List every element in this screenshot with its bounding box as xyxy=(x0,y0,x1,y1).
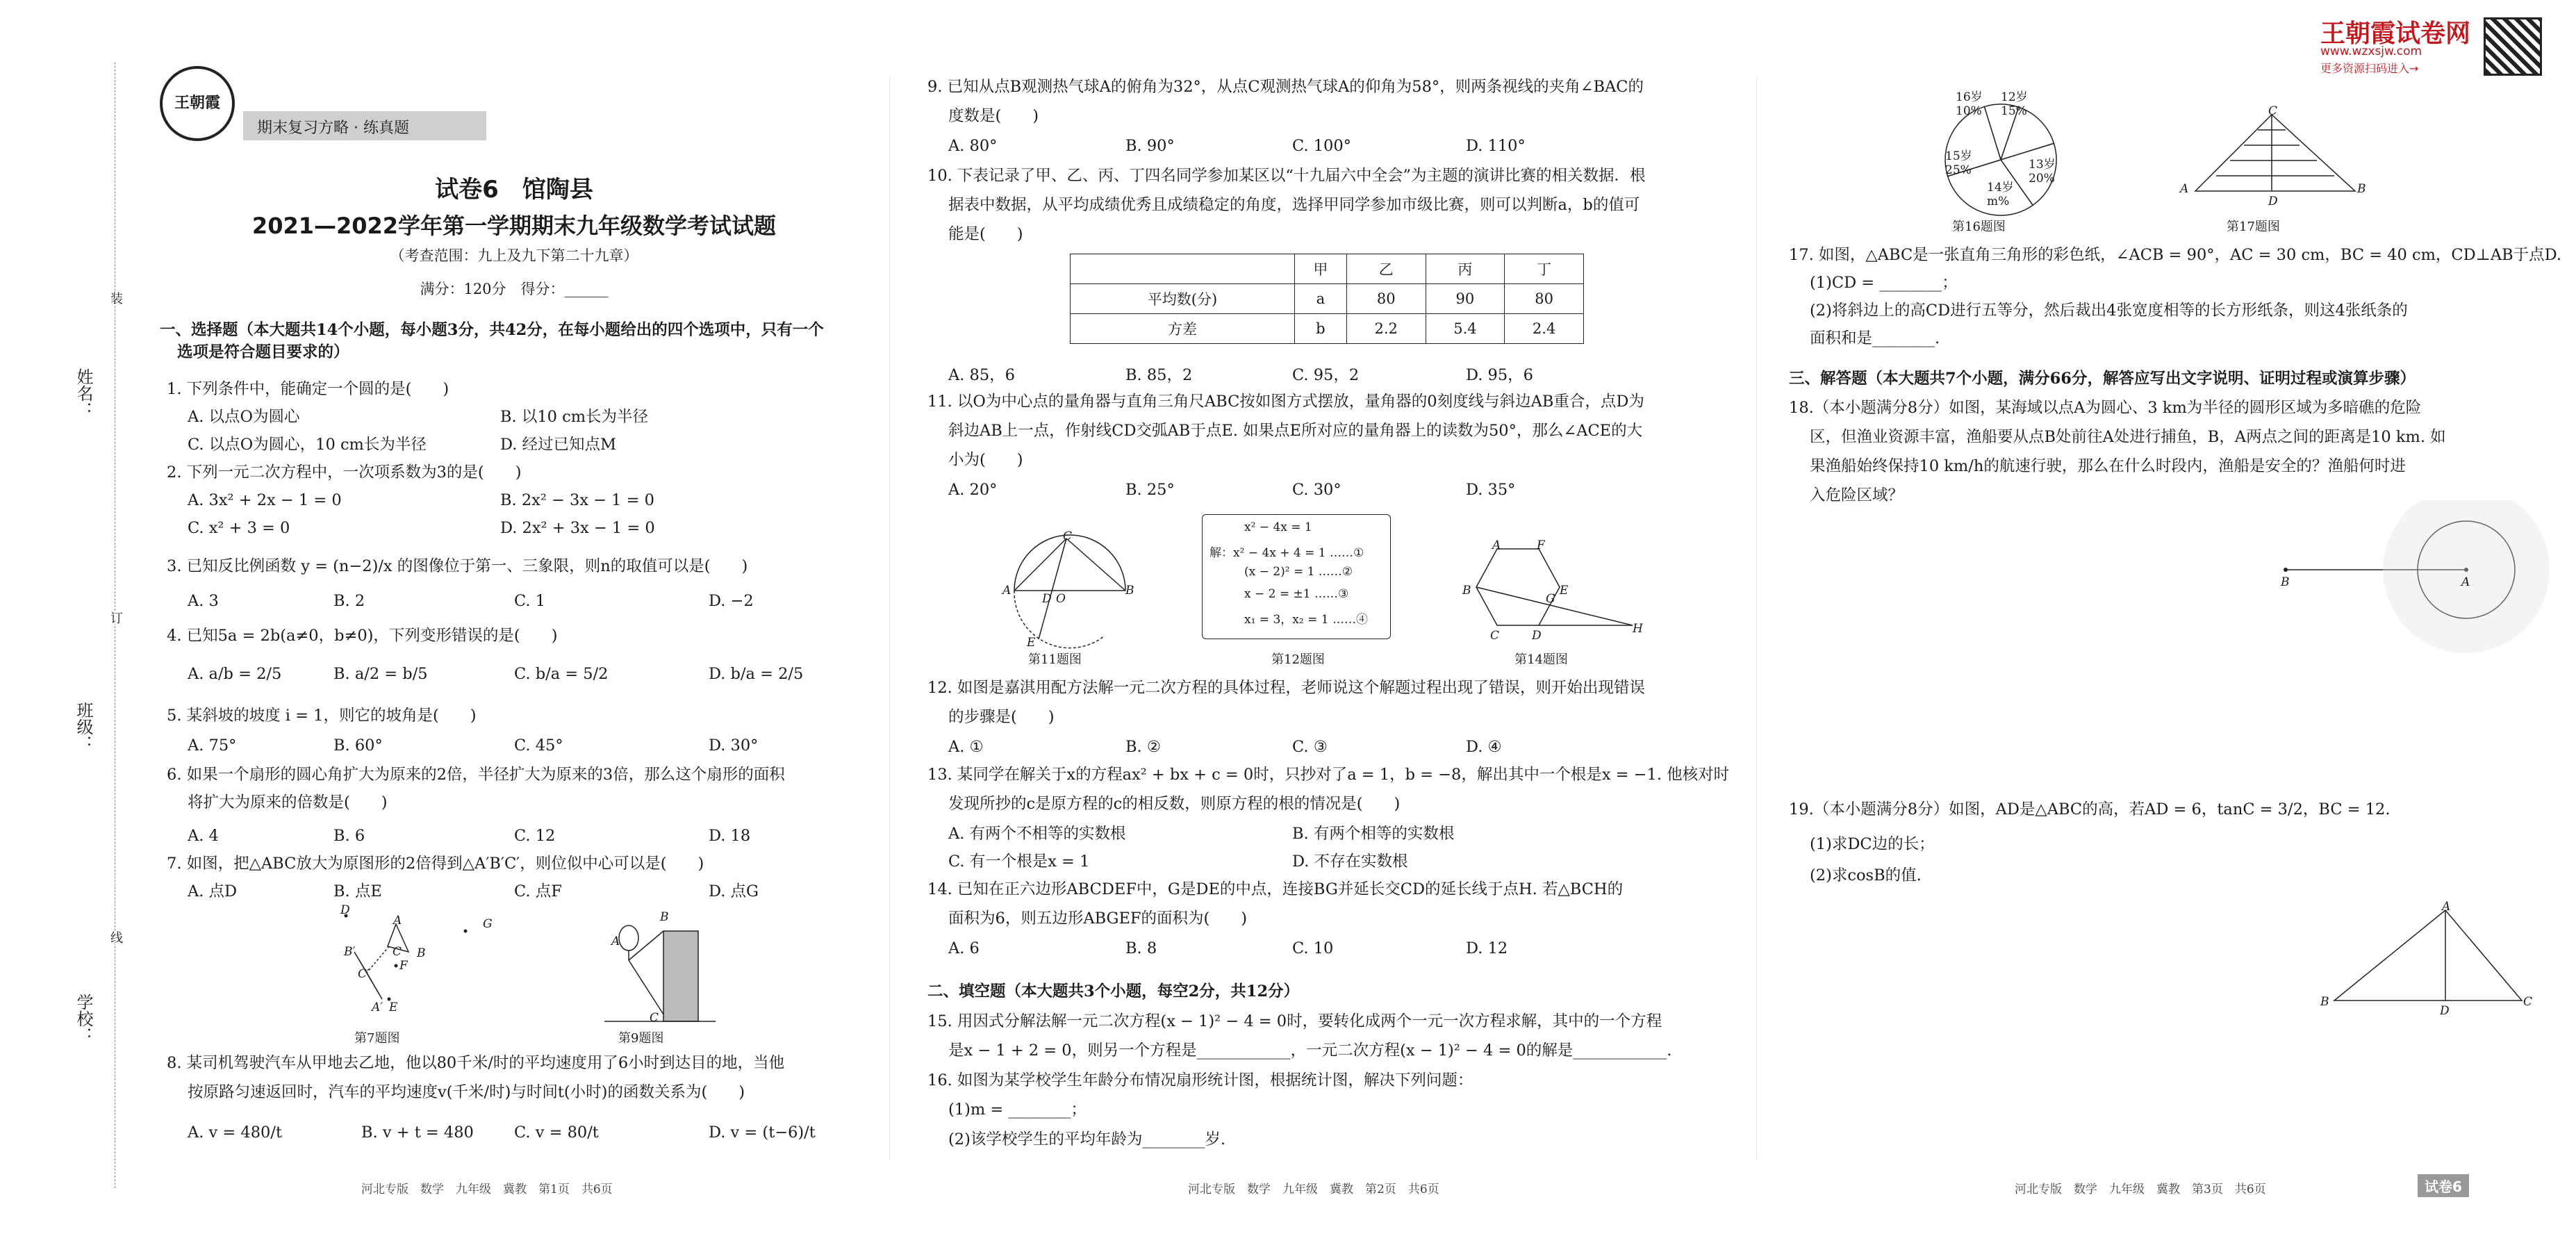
text-line: (2)将斜边上的高CD进行五等分，然后裁出4张宽度相等的长方形纸条，则这4张纸条的 xyxy=(1810,302,2408,320)
table-cell: 90 xyxy=(1426,284,1505,314)
figure-point-label: D xyxy=(1042,592,1052,606)
text-line: 能是( ) xyxy=(948,225,1023,243)
bind-mark: 订 xyxy=(106,611,124,624)
text-line: D. 30° xyxy=(709,736,759,755)
text-line: B. 有两个相等的实数根 xyxy=(1292,825,1455,843)
text-line: D. ④ xyxy=(1466,738,1502,756)
figure-point-label: O xyxy=(1056,592,1066,606)
figure-point-label: C xyxy=(650,1011,659,1025)
figure-caption: 第12题图 xyxy=(1271,652,1325,667)
text-line: 是x − 1 + 2 = 0，则另一个方程是____________，一元二次方程(x − 1)² − 4 = 0的解是____________. xyxy=(948,1042,1672,1060)
figure-point-label: D xyxy=(2440,1004,2450,1018)
question: 10. 下表记录了甲、乙、丙、丁四名同学参加某区以“十九届六中全会”为主题的演讲比赛的相关数据．根 xyxy=(927,167,1646,185)
figure-point-label: C xyxy=(1063,529,1073,543)
bind-mark: 装 xyxy=(106,292,124,304)
text-line: D. 110° xyxy=(1466,137,1526,155)
table-header: 乙 xyxy=(1346,254,1426,284)
score: 满分：120分 得分：______ xyxy=(420,281,609,297)
column-divider xyxy=(889,76,890,1160)
table-header: 丙 xyxy=(1426,254,1505,284)
figure-point-label: D xyxy=(2268,195,2278,208)
subtitle: 2021—2022学年第一学期期末九年级数学考试试题 xyxy=(251,213,777,239)
figure-19 xyxy=(2327,903,2529,1007)
text-line: A. 6 xyxy=(948,939,980,957)
name-label: 姓名： xyxy=(74,368,93,418)
question: 1. 下列条件中，能确定一个圆的是( ) xyxy=(167,380,449,398)
figure-point-label: B xyxy=(2281,575,2290,589)
text-line: A. 85，6 xyxy=(948,366,1015,384)
figure-point-label: G xyxy=(1546,592,1555,606)
figure-caption: 第11题图 xyxy=(1028,652,1082,667)
pie-label: 13岁 20% xyxy=(2029,158,2056,186)
table-header: 丁 xyxy=(1505,254,1584,284)
table-cell: 方差 xyxy=(1071,314,1295,344)
pie-label: 12岁 15% xyxy=(2001,90,2028,118)
text-line: 将扩大为原来的倍数是( ) xyxy=(188,793,388,812)
text-line: A. 75° xyxy=(188,736,237,755)
text-line: A. v = 480/t xyxy=(188,1123,282,1142)
figure-point-label: D xyxy=(1532,629,1542,643)
text-line: D. 经过已知点M xyxy=(500,436,617,454)
text-line: (1)求DC边的长； xyxy=(1810,835,1935,853)
text-line: A. 有两个不相等的实数根 xyxy=(948,825,1126,843)
figure-point-label: A xyxy=(2180,182,2189,196)
question: 13. 某同学在解关于x的方程ax² + bx + c = 0时，只抄对了a = 1，b = −8，解出其中一个根是x = −1. 他核对时 xyxy=(927,766,1730,784)
text-line: C. 12 xyxy=(514,827,556,845)
question: 16. 如图为某学校学生年龄分布情况扇形统计图，根据统计图，解决下列问题： xyxy=(927,1071,1473,1089)
figure-point-label: C xyxy=(2523,995,2533,1009)
text-line: D. 不存在实数根 xyxy=(1292,853,1408,871)
figure-17 xyxy=(2188,104,2362,201)
text-line: B. 60° xyxy=(333,736,383,755)
pie-label: 15岁 25% xyxy=(1945,149,1972,177)
figure-point-label: C′ xyxy=(358,967,370,981)
pie-label: 14岁 m% xyxy=(1987,181,2014,208)
text-line: (2)求cosB的值. xyxy=(1810,866,1922,884)
text-line: C. 1 xyxy=(514,592,546,610)
school-label: 学校： xyxy=(74,994,93,1044)
figure-7 xyxy=(292,903,479,1021)
question: 18.（本小题满分8分）如图，某海域以点A为圆心、3 km为半径的圆形区域为多暗礁的危险 xyxy=(1789,399,2422,417)
text-line: 度数是( ) xyxy=(948,107,1039,125)
question: 11. 以O为中心点的量角器与直角三角尺ABC按如图方式摆放，量角器的0刻度线与斜边AB重合，点D为 xyxy=(927,393,1644,411)
text-line: A. ① xyxy=(948,738,984,756)
figure-point-label: B xyxy=(1125,584,1134,598)
brand-url: www.wzxsjw.com xyxy=(2320,44,2422,58)
figure-14 xyxy=(1466,538,1646,643)
text-line: B. 点E xyxy=(333,882,382,900)
figure-point-label: B xyxy=(417,946,426,960)
question: 6. 如果一个扇形的圆心角扩大为原来的2倍，半径扩大为原来的3倍，那么这个扇形的面积 xyxy=(167,766,785,784)
figure-point-label: C xyxy=(2268,104,2278,118)
text-line: 按原路匀速返回时，汽车的平均速度v(千米/时)与时间t(小时)的函数关系为( ) xyxy=(188,1083,745,1101)
text-line: C. 有一个根是x = 1 xyxy=(948,853,1090,871)
question: 3. 已知反比例函数 y = (n−2)/x 的图像位于第一、三象限，则n的取值可以是( ) xyxy=(167,557,748,575)
table-cell: b xyxy=(1294,314,1346,344)
banner-text: 期末复习方略 · 练真题 xyxy=(257,120,409,137)
text-line: D. −2 xyxy=(709,592,754,610)
text-line: C. 点F xyxy=(514,882,562,900)
text-line: 入危险区域？ xyxy=(1810,486,1904,504)
figure-9 xyxy=(604,910,716,1028)
text-line: (2)该学校学生的平均年龄为________岁. xyxy=(948,1130,1226,1149)
figure-point-label: A′ xyxy=(372,1001,383,1014)
text-line: D. 18 xyxy=(709,827,751,845)
text-line: C. 30° xyxy=(1292,481,1341,499)
bind-mark: 线 xyxy=(106,931,124,944)
logo xyxy=(160,66,235,141)
question: 9. 已知从点B观测热气球A的俯角为32°，从点C观测热气球A的仰角为58°，则两条视线的夹角∠BAC的 xyxy=(927,78,1644,96)
figure-point-label: B′ xyxy=(344,945,356,959)
fig12-line: x² − 4x = 1 xyxy=(1244,520,1312,534)
figure-caption: 第14题图 xyxy=(1514,652,1568,667)
text-line: B. v + t = 480 xyxy=(361,1123,474,1142)
text-line: C. 100° xyxy=(1292,137,1351,155)
figure-caption: 第16题图 xyxy=(1952,220,2006,234)
text-line: C. 10 xyxy=(1292,939,1334,957)
text-line: B. 85，2 xyxy=(1125,366,1193,384)
scope: （考查范围：九上及九下第二十九章） xyxy=(390,247,638,264)
figure-point-label: E xyxy=(1027,636,1036,650)
text-line: B. ② xyxy=(1125,738,1162,756)
table-cell: 2.4 xyxy=(1505,314,1584,344)
text-line: B. 2 xyxy=(333,592,365,610)
text-line: B. 2x² − 3x − 1 = 0 xyxy=(500,491,654,509)
figure-point-label: C xyxy=(393,945,402,959)
figure-point-label: B xyxy=(2357,182,2366,196)
table-cell: 5.4 xyxy=(1426,314,1505,344)
question: 12. 如图是嘉淇用配方法解一元二次方程的具体过程，老师说这个解题过程出现了错误，则开始出现错误 xyxy=(927,679,1645,697)
figure-caption: 第9题图 xyxy=(618,1031,664,1046)
footer-page-2: 河北专版 数学 九年级 冀教 第2页 共6页 xyxy=(1188,1183,1439,1196)
text-line: C. 以点O为圆心，10 cm长为半径 xyxy=(188,436,427,454)
column-divider xyxy=(1756,76,1757,1160)
text-line: C. b/a = 5/2 xyxy=(514,665,609,683)
figure-point-label: A xyxy=(393,914,402,928)
brand: 王朝霞试卷网 xyxy=(2320,19,2471,48)
text-line: A. 以点O为圆心 xyxy=(188,408,300,426)
figure-point-label: F xyxy=(399,959,408,973)
text-line: B. 25° xyxy=(1125,481,1175,499)
figure-point-label: A xyxy=(2442,900,2451,914)
exam-title: 试卷6 馆陶县 xyxy=(435,176,593,204)
banner xyxy=(243,111,486,140)
text-line: 斜边AB上一点，作射线CD交弧AB于点E. 如果点E所对应的量角器上的读数为50°，那么∠ACE的大 xyxy=(948,422,1643,440)
q10-table xyxy=(1070,254,1584,344)
text-line: B. 90° xyxy=(1125,137,1175,155)
class-label: 班级： xyxy=(74,702,93,752)
logo-text: 王朝霞 xyxy=(174,94,220,112)
text-line: (1)CD = ________； xyxy=(1810,274,1958,292)
table-cell: 80 xyxy=(1346,284,1426,314)
figure-point-label: E xyxy=(389,1001,398,1014)
text-line: D. 95，6 xyxy=(1466,366,1533,384)
text-line: D. 点G xyxy=(709,882,759,900)
text-line: 区，但渔业资源丰富，渔船要从点B处前往A处进行捕鱼，B，A两点之间的距离是10 km. 如 xyxy=(1810,428,2446,446)
pie-label: 16岁 10% xyxy=(1956,90,1983,118)
figure-11 xyxy=(1000,525,1139,657)
figure-point-label: A xyxy=(1002,584,1012,598)
text-line: D. 2x² + 3x − 1 = 0 xyxy=(500,519,655,537)
question: 7. 如图，把△ABC放大为原图形的2倍得到△A′B′C′，则位似中心可以是( ) xyxy=(167,855,704,873)
text-line: 小为( ) xyxy=(948,451,1023,469)
fig12-line: x₁ = 3，x₂ = 1 ……④ xyxy=(1244,613,1368,627)
figure-point-label: B xyxy=(2320,995,2329,1009)
figure-point-label: E xyxy=(1560,584,1569,598)
text-line: 果渔船始终保持10 km/h的航速行驶，那么在什么时段内，渔船是安全的？渔船何时进 xyxy=(1810,457,2406,475)
footer-page-1: 河北专版 数学 九年级 冀教 第1页 共6页 xyxy=(361,1183,613,1196)
text-line: D. 12 xyxy=(1466,939,1508,957)
table-header: 甲 xyxy=(1294,254,1346,284)
figure-point-label: H xyxy=(1633,622,1643,636)
table-header xyxy=(1071,254,1295,284)
figure-point-label: A xyxy=(2461,575,2470,589)
text-line: D. b/a = 2/5 xyxy=(709,665,804,683)
text-line: 面积为6，则五边形ABGEF的面积为( ) xyxy=(948,909,1248,928)
text-line: A. 4 xyxy=(188,827,219,845)
figure-12 xyxy=(1202,514,1391,639)
question: 15. 用因式分解法解一元二次方程(x − 1)² − 4 = 0时，要转化成两个一元一次方程求解，其中的一个方程 xyxy=(927,1012,1662,1030)
text-line: A. 3x² + 2x − 1 = 0 xyxy=(188,491,342,509)
figure-point-label: G xyxy=(483,917,493,931)
question: 14. 已知在正六边形ABCDEF中，G是DE的中点，连接BG并延长交CD的延长线于点H. 若△BCH的 xyxy=(927,880,1624,898)
figure-point-label: D xyxy=(340,903,350,917)
section-heading: 三、解答题（本大题共7个小题，满分66分，解答应写出文字说明、证明过程或演算步骤） xyxy=(1789,370,2416,388)
text-line: A. 80° xyxy=(948,137,998,155)
text-line: C. ③ xyxy=(1292,738,1328,756)
footer-page-3: 河北专版 数学 九年级 冀教 第3页 共6页 xyxy=(2015,1183,2266,1196)
text-line: C. x² + 3 = 0 xyxy=(188,519,290,537)
text-line: 据表中数据，从平均成绩优秀且成绩稳定的角度，选择甲同学参加市级比赛，则可以判断a，b的值可 xyxy=(948,196,1640,214)
fig12-line: 解：x² − 4x + 4 = 1 ……① xyxy=(1209,546,1364,560)
fig12-line: (x − 2)² = 1 ……② xyxy=(1244,565,1353,579)
text-line: B. 8 xyxy=(1125,939,1157,957)
text-line: C. 95，2 xyxy=(1292,366,1360,384)
figure-caption: 第17题图 xyxy=(2227,220,2280,234)
question: 5. 某斜坡的坡度 i = 1，则它的坡角是( ) xyxy=(167,707,477,725)
table-cell: 2.2 xyxy=(1346,314,1426,344)
figure-point-label: F xyxy=(1537,538,1545,552)
question: 2. 下列一元二次方程中，一次项系数为3的是( ) xyxy=(167,463,522,481)
text-line: D. v = (t−6)/t xyxy=(709,1123,816,1142)
brand-note: 更多资源扫码进入→ xyxy=(2320,62,2419,75)
text-line: B. 6 xyxy=(333,827,365,845)
table-cell: a xyxy=(1294,284,1346,314)
text-line: 面积和是________. xyxy=(1810,329,1940,347)
figure-point-label: B xyxy=(1462,584,1471,598)
figure-point-label: C xyxy=(1490,629,1500,643)
text-line: B. a/2 = b/5 xyxy=(333,665,428,683)
text-line: (1)m = ________； xyxy=(948,1101,1087,1119)
text-line: 的步骤是( ) xyxy=(948,708,1055,726)
text-line: C. v = 80/t xyxy=(514,1123,599,1142)
section-heading: 选项是符合题目要求的） xyxy=(177,343,349,361)
qr-code-icon[interactable] xyxy=(2484,17,2542,76)
text-line: A. 点D xyxy=(188,882,238,900)
table-cell: 平均数(分) xyxy=(1071,284,1295,314)
figure-point-label: A xyxy=(1492,538,1501,552)
fig12-line: x − 2 = ±1 ……③ xyxy=(1244,587,1349,601)
question: 4. 已知5a = 2b(a≠0，b≠0)，下列变形错误的是( ) xyxy=(167,627,558,645)
text-line: A. 20° xyxy=(948,481,998,499)
text-line: A. a/b = 2/5 xyxy=(188,665,282,683)
figure-18 xyxy=(2279,500,2550,653)
section-heading: 一、选择题（本大题共14个小题，每小题3分，共42分，在每小题给出的四个选项中，只有一个 xyxy=(160,321,824,339)
section-heading: 二、填空题（本大题共3个小题，每空2分，共12分） xyxy=(927,982,1300,1001)
figure-caption: 第7题图 xyxy=(354,1031,400,1046)
text-line: D. 35° xyxy=(1466,481,1516,499)
question: 8. 某司机驾驶汽车从甲地去乙地，他以80千米/时的平均速度用了6小时到达目的地，当他 xyxy=(167,1054,785,1072)
text-line: 发现所抄的c是原方程的c的相反数，则原方程的根的情况是( ) xyxy=(948,795,1401,813)
text-line: B. 以10 cm长为半径 xyxy=(500,408,649,426)
figure-point-label: B xyxy=(660,910,669,924)
figure-point-label: A xyxy=(611,935,620,948)
text-line: A. 3 xyxy=(188,592,219,610)
exam-badge: 试卷6 xyxy=(2418,1174,2469,1197)
question: 17. 如图，△ABC是一张直角三角形的彩色纸，∠ACB = 90°，AC = 30 cm，BC = 40 cm，CD⊥AB于点D. xyxy=(1789,246,2562,264)
table-cell: 80 xyxy=(1505,284,1584,314)
question: 19.（本小题满分8分）如图，AD是△ABC的高，若AD = 6，tanC = 3/2，BC = 12. xyxy=(1789,800,2391,818)
text-line: C. 45° xyxy=(514,736,563,755)
